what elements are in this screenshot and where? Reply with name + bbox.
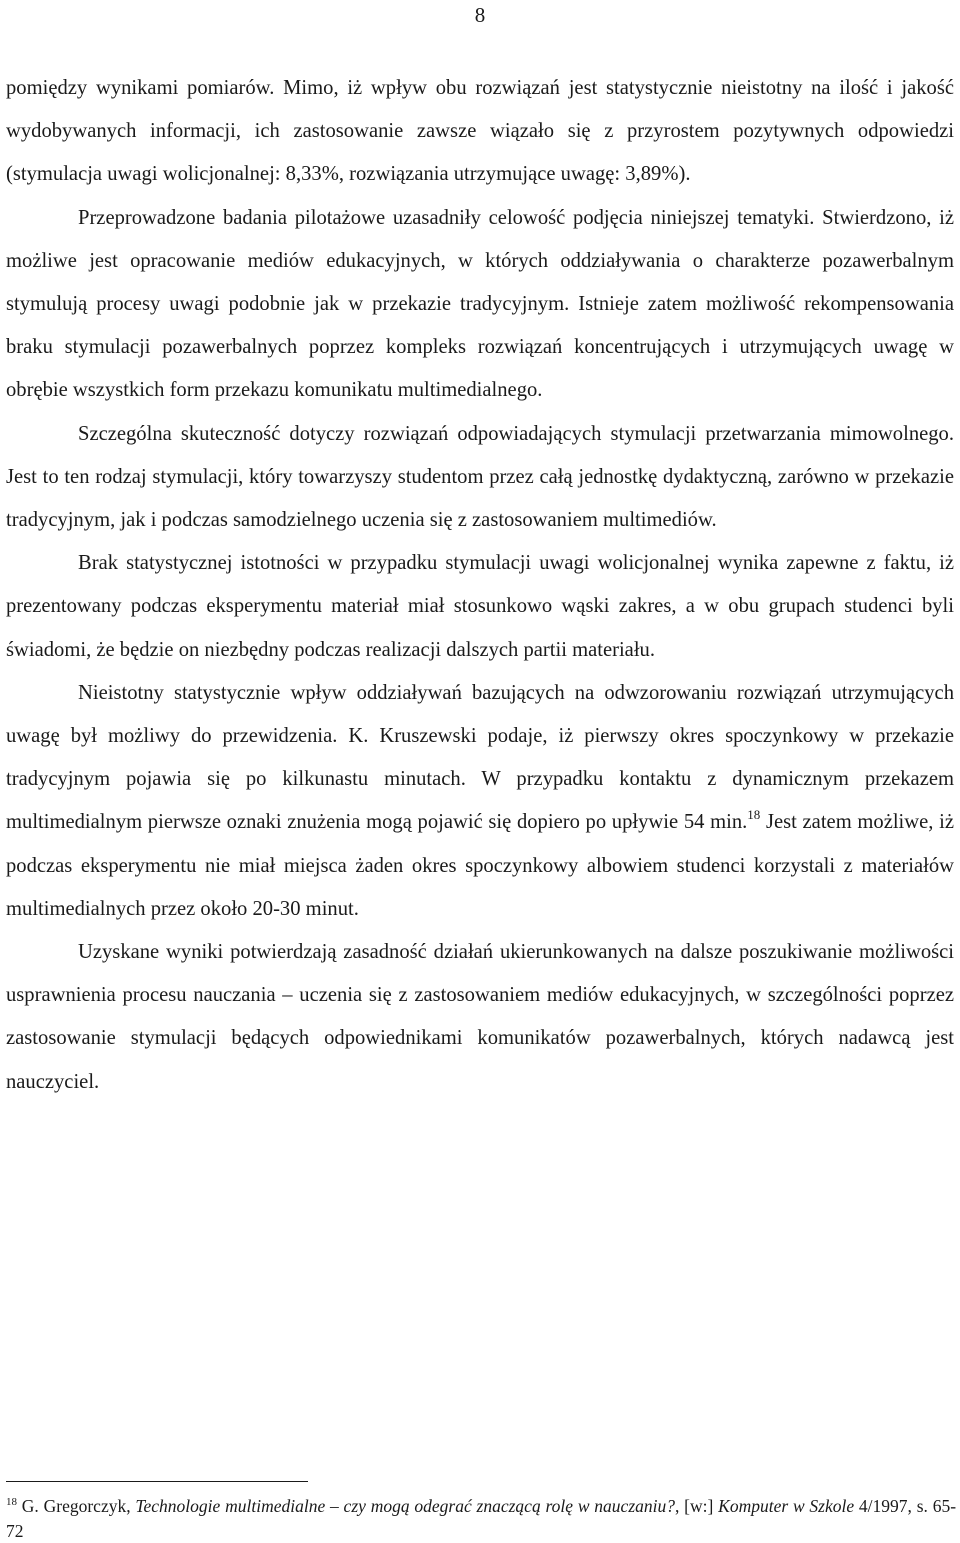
paragraph-3: Szczególna skuteczność dotyczy rozwiązań odpowiadających stymulacji przetwarzania mimowolnego. Jest to ten rodzaj stymulacji, który towarzyszy studentom przez całą jednostkę dydaktyczną, zarówno w przekazie tradycyjnym, jak i podczas samodzielnego uczenia się z zastosowaniem multimediów. (6, 422, 954, 532)
footnote-reference-18[interactable]: 18 (747, 807, 761, 823)
paragraph-4: Brak statystycznej istotności w przypadku stymulacji uwagi wolicjonalnej wynika zapewne z faktu, iż prezentowany podczas eksperymentu materiał miał stosunkowo wąski zakres, a w obu grupach studenci byli świadomi, że będzie on niezbędny podczas realizacji dalszych partii materiału. (6, 552, 954, 661)
paragraph-5-text-before-ref: Nieistotny statystycznie wpływ oddziaływań bazujących na odwzorowaniu rozwiązań utrzymujących uwagę był możliwy do przewidzenia. K. Kruszewski podaje, iż pierwszy okres spoczynkowy w przekazie tradycyjnym pojawia się po kilkunastu minutach. W przypadku kontaktu z dynamicznym przekazem multimedialnym pierwsze oznaki znużenia mogą pojawić się dopiero po upływie 54 min. (6, 681, 954, 834)
footnote-author: G. Gregorczyk, (17, 1496, 136, 1516)
paragraph-5 (6, 672, 954, 931)
footnote-in-label: , [w:] (675, 1496, 719, 1516)
footnote-title: Technologie multimedialne – czy mogą odegrać znaczącą rolę w nauczaniu? (135, 1496, 675, 1516)
paragraph-5-text-after-ref: Jest zatem możliwe, iż podczas eksperymentu nie miał miejsca żaden okres spoczynkowy albowiem studenci korzystali z materiałów multimedialnych przez około 20-30 minut. (6, 811, 954, 920)
footnote-details: 4/1997, s. 65-72 (6, 1496, 957, 1541)
footnote-separator (6, 1481, 308, 1482)
body-text (6, 67, 954, 1104)
footnote-number: 18 (6, 1496, 17, 1508)
paragraph-2: Przeprowadzone badania pilotażowe uzasadniły celowość podjęcia niniejszej tematyki. Stwierdzono, iż możliwe jest opracowanie mediów edukacyjnych, w których oddziaływania o charakterze pozawerbalnym stymulują procesy uwagi podobnie jak w przekazie tradycyjnym. Istnieje zatem możliwość rekompensowania braku stymulacji pozawerbalnych poprzez kompleks rozwiązań koncentrujących i utrzymujących uwagę w obrębie wszystkich form przekazu komunikatu multimedialnego. (6, 206, 954, 402)
paragraph-1: pomiędzy wynikami pomiarów. Mimo, iż wpływ obu rozwiązań jest statystycznie nieistotny na ilość i jakość wydobywanych informacji, ich zastosowanie zawsze wiązało się z przyrostem pozytywnych odpowiedzi (stymulacja uwagi wolicjonalnej: 8,33%, rozwiązania utrzymujące uwagę: 3,89%). (6, 77, 954, 186)
footnote-source-title: Komputer w Szkole (718, 1496, 855, 1516)
paragraph-6: Uzyskane wyniki potwierdzają zasadność działań ukierunkowanych na dalsze poszukiwanie możliwości usprawnienia procesu nauczania – uczenia się z zastosowaniem mediów edukacyjnych, w szczególności poprzez zastosowanie stymulacji będących odpowiednikami komunikatów pozawerbalnych, których nadawcą jest nauczyciel. (6, 941, 954, 1093)
page-number: 8 (474, 3, 486, 27)
footnote-18 (6, 1494, 956, 1543)
